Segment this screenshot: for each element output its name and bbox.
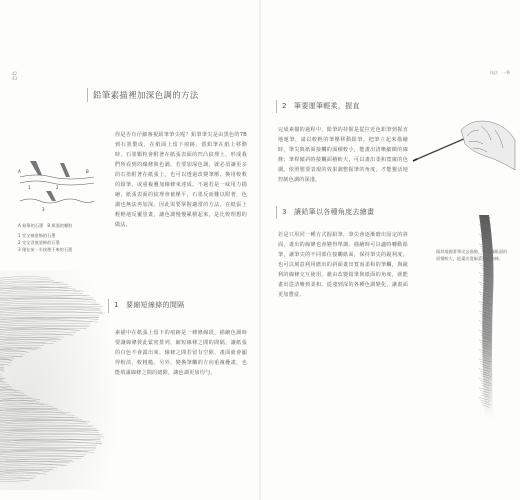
sub-paragraph: 素描中在紙張上留下的痕跡是一條條線段，描繪色調時要讓線條彼此緊密排列，縮短線條之間的間隔，讓紙張的白色不會露出來。線條之間若留有空隙，畫面就會顯得較淡、較粗糙。另外，變換筆觸的方向重複疊畫，也能填滿線條之間的縫隙，讓色調更加均勻。	[115, 330, 247, 376]
section-heading-2: 2 筆要運筆輕柔，握直	[282, 102, 360, 110]
svg-text:1: 1	[28, 185, 31, 190]
pencil-graphite-icon	[60, 163, 70, 177]
page-number-left	[12, 71, 17, 81]
pencil-texture-sketch	[0, 270, 120, 490]
running-head	[490, 70, 510, 76]
paragraph-2: 完成素描的過程中，鉛筆的持握是從拉近色鉛筆到握直地運筆，請以較輕的筆壓移動鉛筆。把筆立起來描繪時，筆尖與紙面接觸的面積較小，能畫出清晰細緻的線條；筆桿傾斜時接觸面積較大，可以畫出柔和寬廣的色調。依照想要表現的效果調整握筆的角度，才能靈活地控制色調的深淺。	[278, 127, 408, 183]
intro-paragraph: 你是否有仔細審視鉛筆筆尖呢？鉛筆筆尖是由黑色的7B到石墨製成，在紙面上留下痕跡。當鉛筆在紙上移動時，石墨顆粒會附著在紙張表面的凹凸紋理上，形成我們所看到的線條與色調。若要加深色調，就必須讓更多的石墨附著在紙張上，也可以透過改變筆壓、換用較軟的鉛筆、或重複疊加線條來達成。不過若是一味用力描繪，紙張表面的紋理會被壓平，石墨反而難以附著，色調也無法再加深，因此需要掌握適當的方法。在紙張上輕輕地反覆塗畫，讓色調慢慢累積起來，是比較理想的做法。	[115, 132, 247, 228]
hand-holding-pencil-illustration	[411, 100, 516, 185]
heading-bar	[276, 100, 277, 113]
page-number: 42	[12, 71, 18, 76]
hand-icon	[461, 121, 515, 170]
section-heading-3: 3 讓鉛筆以各種角度去繪畫	[282, 208, 375, 216]
left-page	[0, 0, 259, 500]
figure-item: 1 完全被塗佈的石墨	[18, 233, 56, 238]
paper-surface-line	[20, 175, 94, 179]
heading-bar	[276, 206, 277, 219]
hand-caption: 傾斜地握著筆尖去描繪，筆接觸紙面的面積較大，能畫出寬幅柔和的線條。	[436, 249, 508, 261]
section-heading: 鉛筆素描裡加深色調的方法	[93, 91, 199, 101]
sub-heading: 1 要縮短線條的間隔	[114, 301, 185, 309]
paragraph-3: 若是只用同一種方式握鉛筆，筆尖會逐漸磨出固定的斜面，畫出的線條也會變得單調。描繪時可以適時轉動鉛筆，讓筆尖的不同部位接觸紙面，保持筆尖的銳利度。也可以刻意利用磨出的斜面畫出寬而柔和的筆觸，與銳利的線條交互使用。藉由改變鉛筆與紙面的角度，就能畫出從清晰到柔和、從淺到深的各種色調變化，讓畫面更加豐富。	[278, 232, 408, 298]
heading-bar	[87, 88, 88, 102]
figure-item: 3 僅在前一半紋理下來的石墨	[18, 247, 73, 252]
pencil-graphite-icon	[46, 191, 56, 201]
page-number: 43	[12, 76, 18, 81]
svg-text:3: 3	[42, 207, 45, 212]
pencil-graphite-icon	[30, 161, 42, 175]
svg-text:2: 2	[56, 185, 59, 190]
subheading-bar	[108, 299, 109, 313]
figure-legend: A 鉛筆的石墨 B 紙張的顆粒	[18, 223, 73, 228]
svg-text:A: A	[18, 169, 21, 174]
right-page	[261, 0, 520, 500]
figure-item: 2 完全沒被塗佈的石墨	[18, 240, 60, 245]
shading-sample	[463, 215, 503, 420]
running-head-text: 一筆	[502, 70, 510, 75]
running-head-text: 技法	[490, 70, 498, 75]
pencil-tip-diagram	[16, 155, 102, 215]
figure-caption	[18, 222, 113, 253]
svg-text:B: B	[86, 169, 89, 174]
pencil-icon	[415, 138, 466, 160]
paper-surface-line	[20, 199, 94, 203]
